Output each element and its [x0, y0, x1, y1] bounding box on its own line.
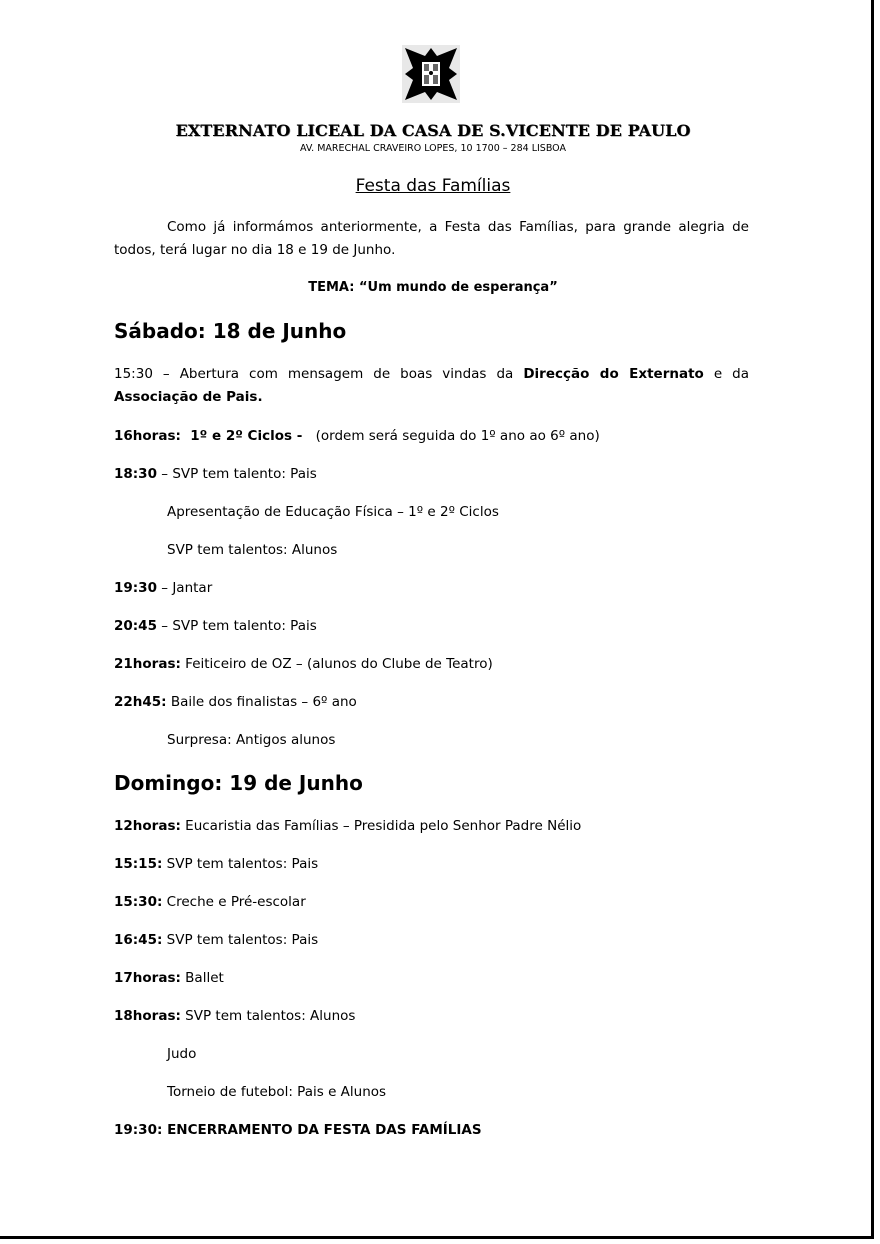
- schedule-subitem: Apresentação de Educação Física – 1º e 2º Ciclos: [167, 504, 499, 520]
- schedule-subitem: Torneio de futebol: Pais e Alunos: [167, 1084, 387, 1100]
- item-text: Ballet: [180, 970, 224, 986]
- item-time: 19:30:: [114, 1122, 163, 1138]
- schedule-item: [114, 694, 357, 710]
- schedule-item: [114, 466, 317, 482]
- item-text: Feiticeiro de OZ – (alunos do Clube de Teatro): [180, 656, 493, 672]
- item-time: 17horas:: [114, 970, 181, 986]
- school-address: AV. MARECHAL CRAVEIRO LOPES, 10 1700 – 284 LISBOA: [300, 143, 566, 154]
- maltese-cross-crest-icon: [402, 45, 460, 103]
- schedule-subitem: Surpresa: Antigos alunos: [167, 732, 336, 748]
- schedule-item: [114, 656, 493, 672]
- item-text: – SVP tem talento: Pais: [156, 466, 317, 482]
- item-time: 18:30: [114, 466, 157, 482]
- schedule-item: [114, 818, 581, 834]
- item-text: – SVP tem talento: Pais: [156, 618, 317, 634]
- item-time: 16horas:: [114, 428, 181, 444]
- item-text: SVP tem talentos: Pais: [162, 932, 319, 948]
- opening-org-1: Direcção do Externato: [523, 366, 704, 382]
- intro-paragraph: Como já informámos anteriormente, a Festa das Famílias, para grande alegria de todos, terá lugar no dia 18 e 19 de Junho.: [114, 219, 749, 258]
- theme-value: “Um mundo de esperança”: [358, 280, 558, 295]
- school-name: EXTERNATO LICEAL DA CASA DE S.VICENTE DE PAULO: [175, 121, 691, 140]
- schedule-subitem: SVP tem talentos: Alunos: [167, 542, 338, 558]
- item-time: 12horas:: [114, 818, 181, 834]
- theme-label: TEMA:: [308, 280, 355, 295]
- schedule-item: [114, 1008, 355, 1024]
- item-time: 18horas:: [114, 1008, 181, 1024]
- item-text: Baile dos finalistas – 6º ano: [166, 694, 357, 710]
- item-time: 21horas:: [114, 656, 181, 672]
- schedule-item-closing: [114, 1122, 482, 1138]
- schedule-item: [114, 428, 600, 444]
- document-title: Festa das Famílias: [355, 176, 511, 196]
- opening-connector: e da: [703, 366, 750, 382]
- schedule-item: [114, 856, 318, 872]
- schedule-item-opening: [114, 363, 749, 409]
- item-text: SVP tem talentos: Pais: [162, 856, 319, 872]
- item-text: (ordem será seguida do 1º ano ao 6º ano): [307, 428, 600, 444]
- schedule-item: [114, 894, 306, 910]
- schedule-subitem: Judo: [167, 1046, 197, 1062]
- sunday-heading: Domingo: 19 de Junho: [114, 771, 363, 795]
- opening-org-2: Associação de Pais.: [114, 389, 263, 405]
- schedule-item: [114, 932, 318, 948]
- item-text: SVP tem talentos: Alunos: [180, 1008, 356, 1024]
- item-time: 20:45: [114, 618, 157, 634]
- item-text: Creche e Pré-escolar: [162, 894, 306, 910]
- saturday-heading: Sábado: 18 de Junho: [114, 319, 347, 343]
- item-time: 15:15:: [114, 856, 163, 872]
- item-time: 22h45:: [114, 694, 167, 710]
- schedule-item: [114, 618, 317, 634]
- theme-line: [0, 280, 866, 295]
- schedule-item: [114, 970, 224, 986]
- item-text: ENCERRAMENTO DA FESTA DAS FAMÍLIAS: [162, 1122, 482, 1138]
- opening-text: – Abertura com mensagem de boas vindas da: [152, 366, 524, 382]
- item-bold-text: 1º e 2º Ciclos -: [180, 428, 308, 444]
- item-time: 15:30:: [114, 894, 163, 910]
- item-time: 16:45:: [114, 932, 163, 948]
- schedule-item: [114, 580, 212, 596]
- item-time: 19:30: [114, 580, 157, 596]
- item-text: – Jantar: [156, 580, 213, 596]
- item-text: Eucaristia das Famílias – Presidida pelo Senhor Padre Nélio: [180, 818, 582, 834]
- opening-time: 15:30: [114, 366, 153, 382]
